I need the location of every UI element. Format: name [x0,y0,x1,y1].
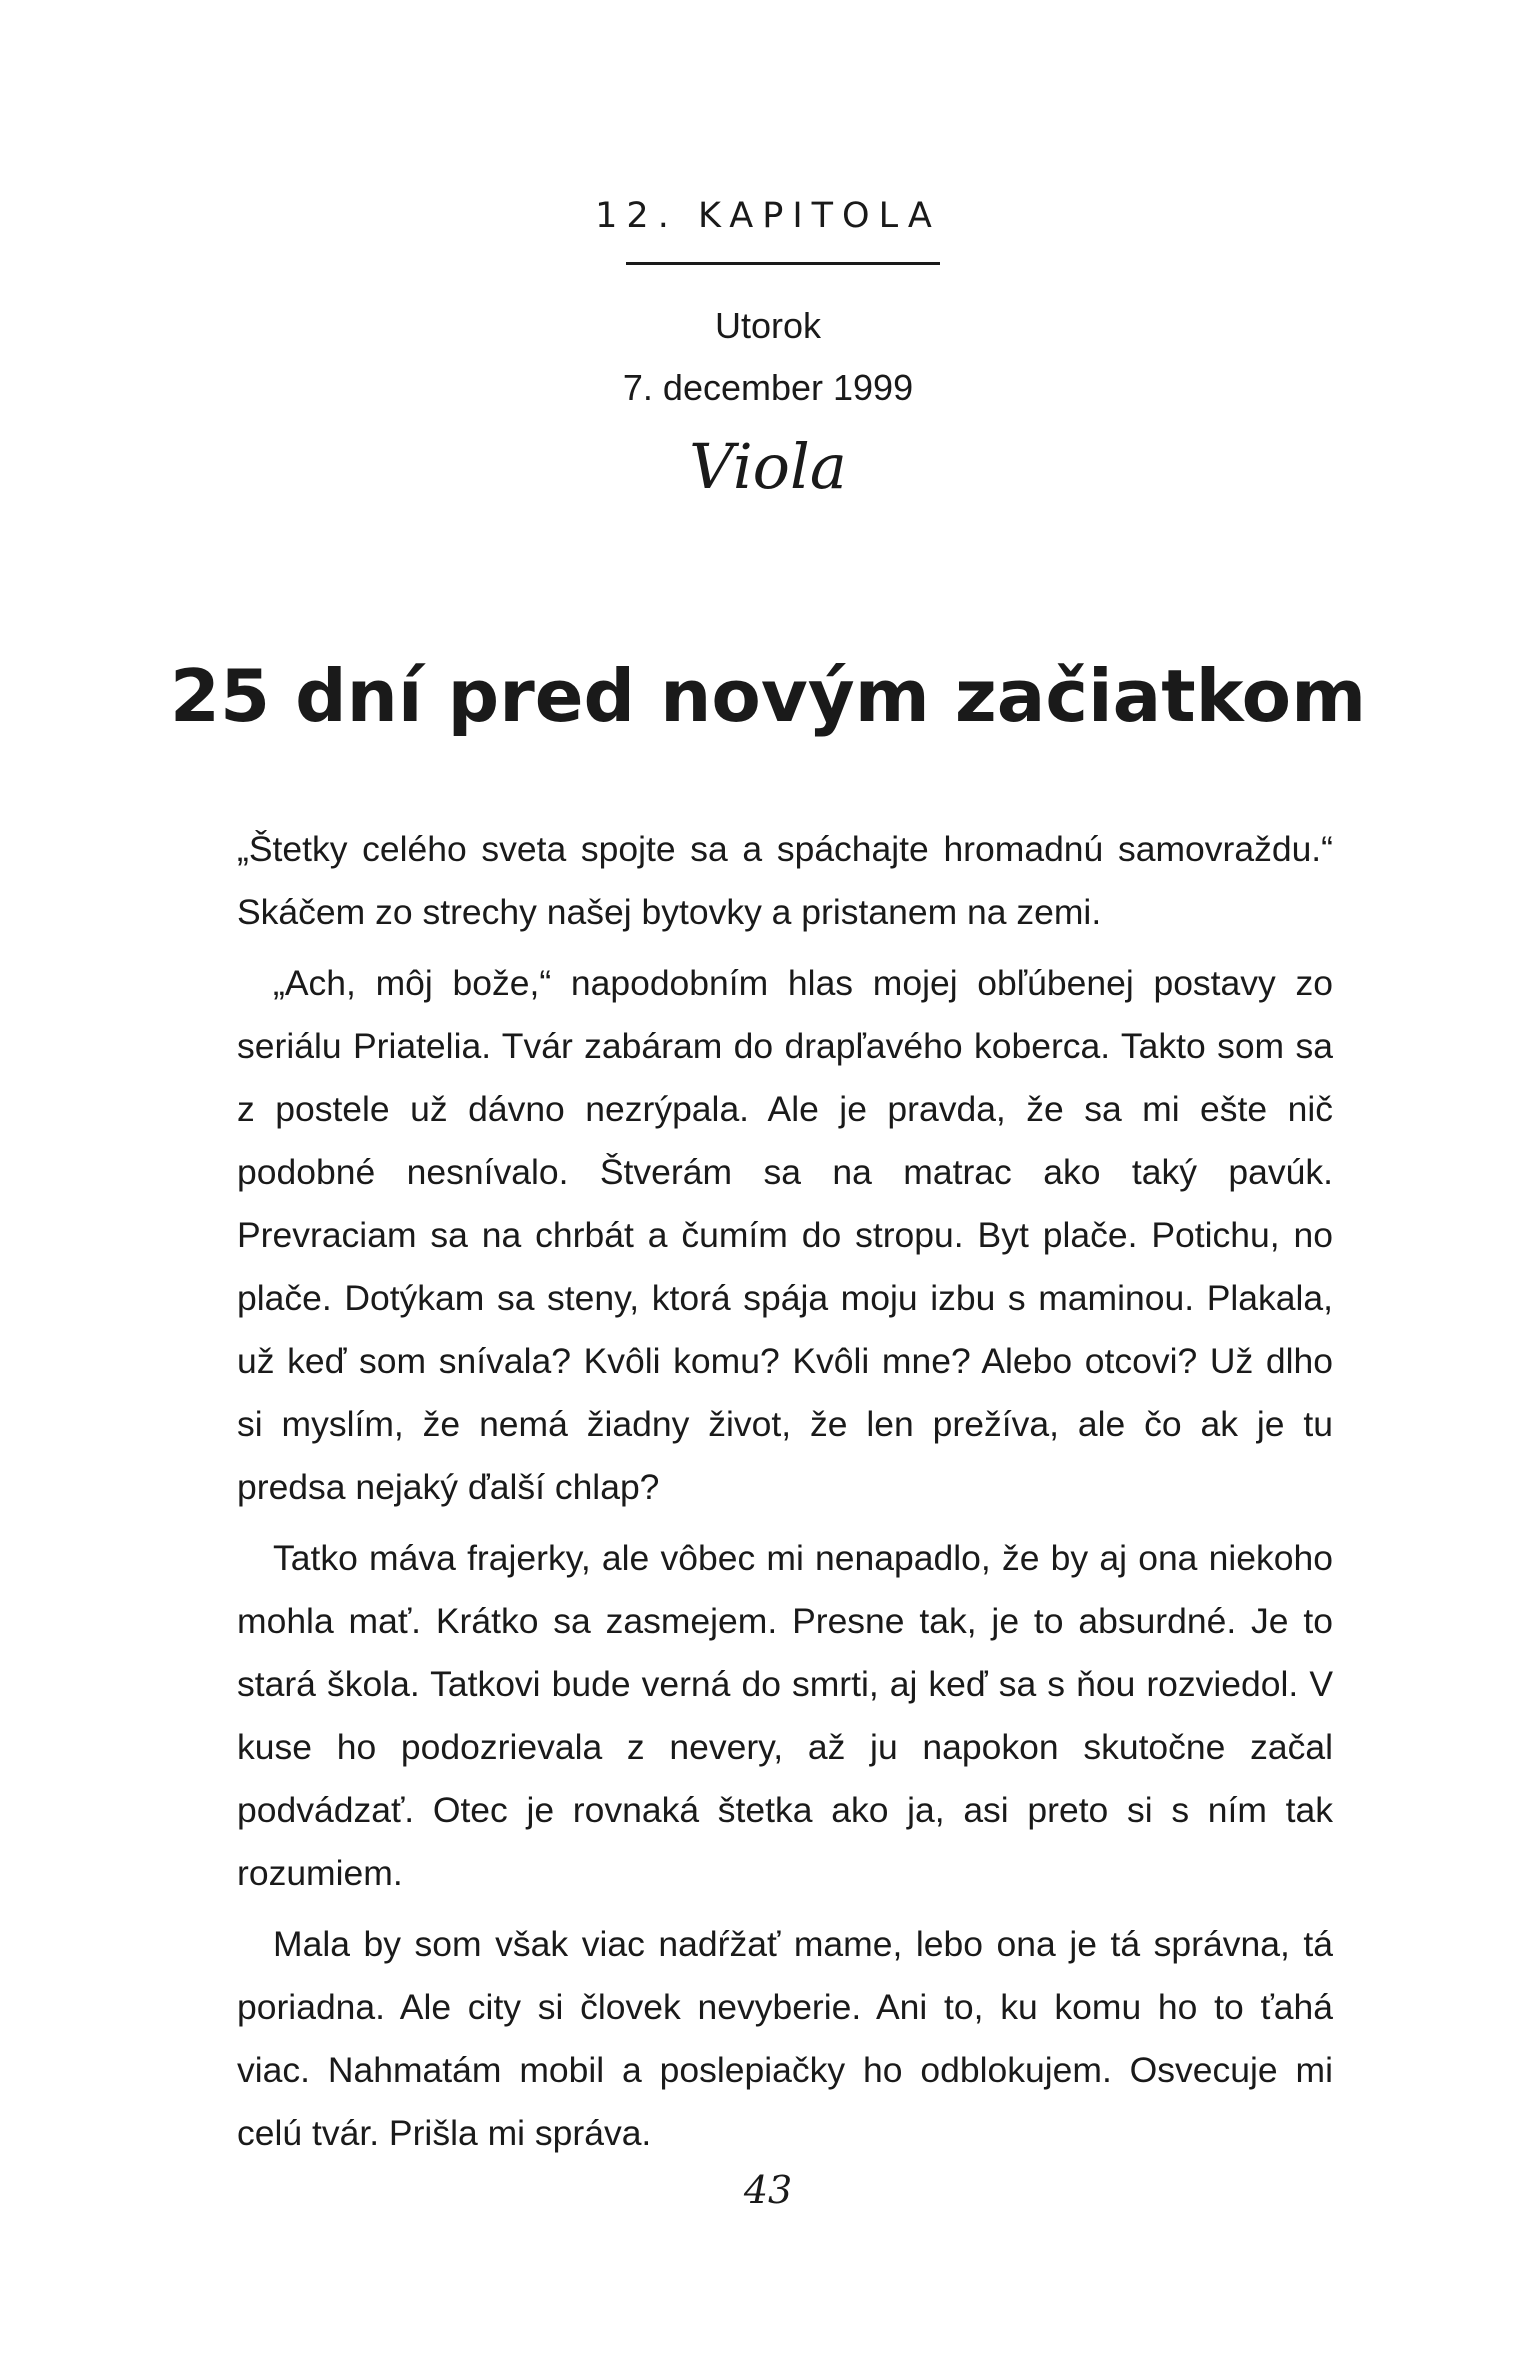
paragraph: „Ach, môj bože,“ napodobním hlas mojej obľúbenej postavy zo seriálu Priatelia. Tvár zabáram do drapľavého koberca. Takto som sa z postele už dávno nezrýpala. Ale je pravda, že sa mi ešte nič podobné nesnívalo. Štverám sa na matrac ako taký pavúk. Prevraciam sa na chrbát a čumím do stropu. Byt plače. Potichu, no plače. Dotýkam sa steny, ktorá spája moju izbu s maminou. Plakala, už keď som snívala? Kvôli komu? Kvôli mne? Alebo otcovi? Už dlho si myslím, že nemá žiadny život, že len prežíva, ale čo ak je tu predsa nejaký ďalší chlap? [237,963,1333,1507]
chapter-title: 25 dní pred novým začiatkom [169,654,1367,738]
chapter-divider [626,262,940,265]
chapter-label: 12. KAPITOLA [595,196,941,236]
paragraph: Mala by som však viac nadŕžať mame, lebo ona je tá správna, tá poriadna. Ale city si človek nevyberie. Ani to, ku komu ho to ťahá viac. Nahmatám mobil a poslepiačky ho odblokujem. Osvecuje mi celú tvár. Prišla mi správa. [237,1924,1333,2153]
page-number: 43 [743,2168,793,2212]
chapter-body [237,818,1333,2173]
chapter-date: 7. december 1999 [622,367,914,408]
paragraph: Tatko máva frajerky, ale vôbec mi nenapadlo, že by aj ona niekoho mohla mať. Krátko sa zasmejem. Presne tak, je to absurdné. Je to stará škola. Tatkovi bude verná do smrti, aj keď sa s ňou rozviedol. V kuse ho podozrievala z nevery, až ju napokon skutočne začal podvádzať. Otec je rovnaká štetka ako ja, asi preto si s ním tak rozumiem. [237,1538,1333,1893]
narrator-name: Viola [689,430,847,503]
chapter-day: Utorok [714,305,822,346]
paragraph: „Štetky celého sveta spojte sa a spáchajte hromadnú samovraždu.“ Skáčem zo strechy našej bytovky a pristanem na zemi. [237,829,1333,932]
